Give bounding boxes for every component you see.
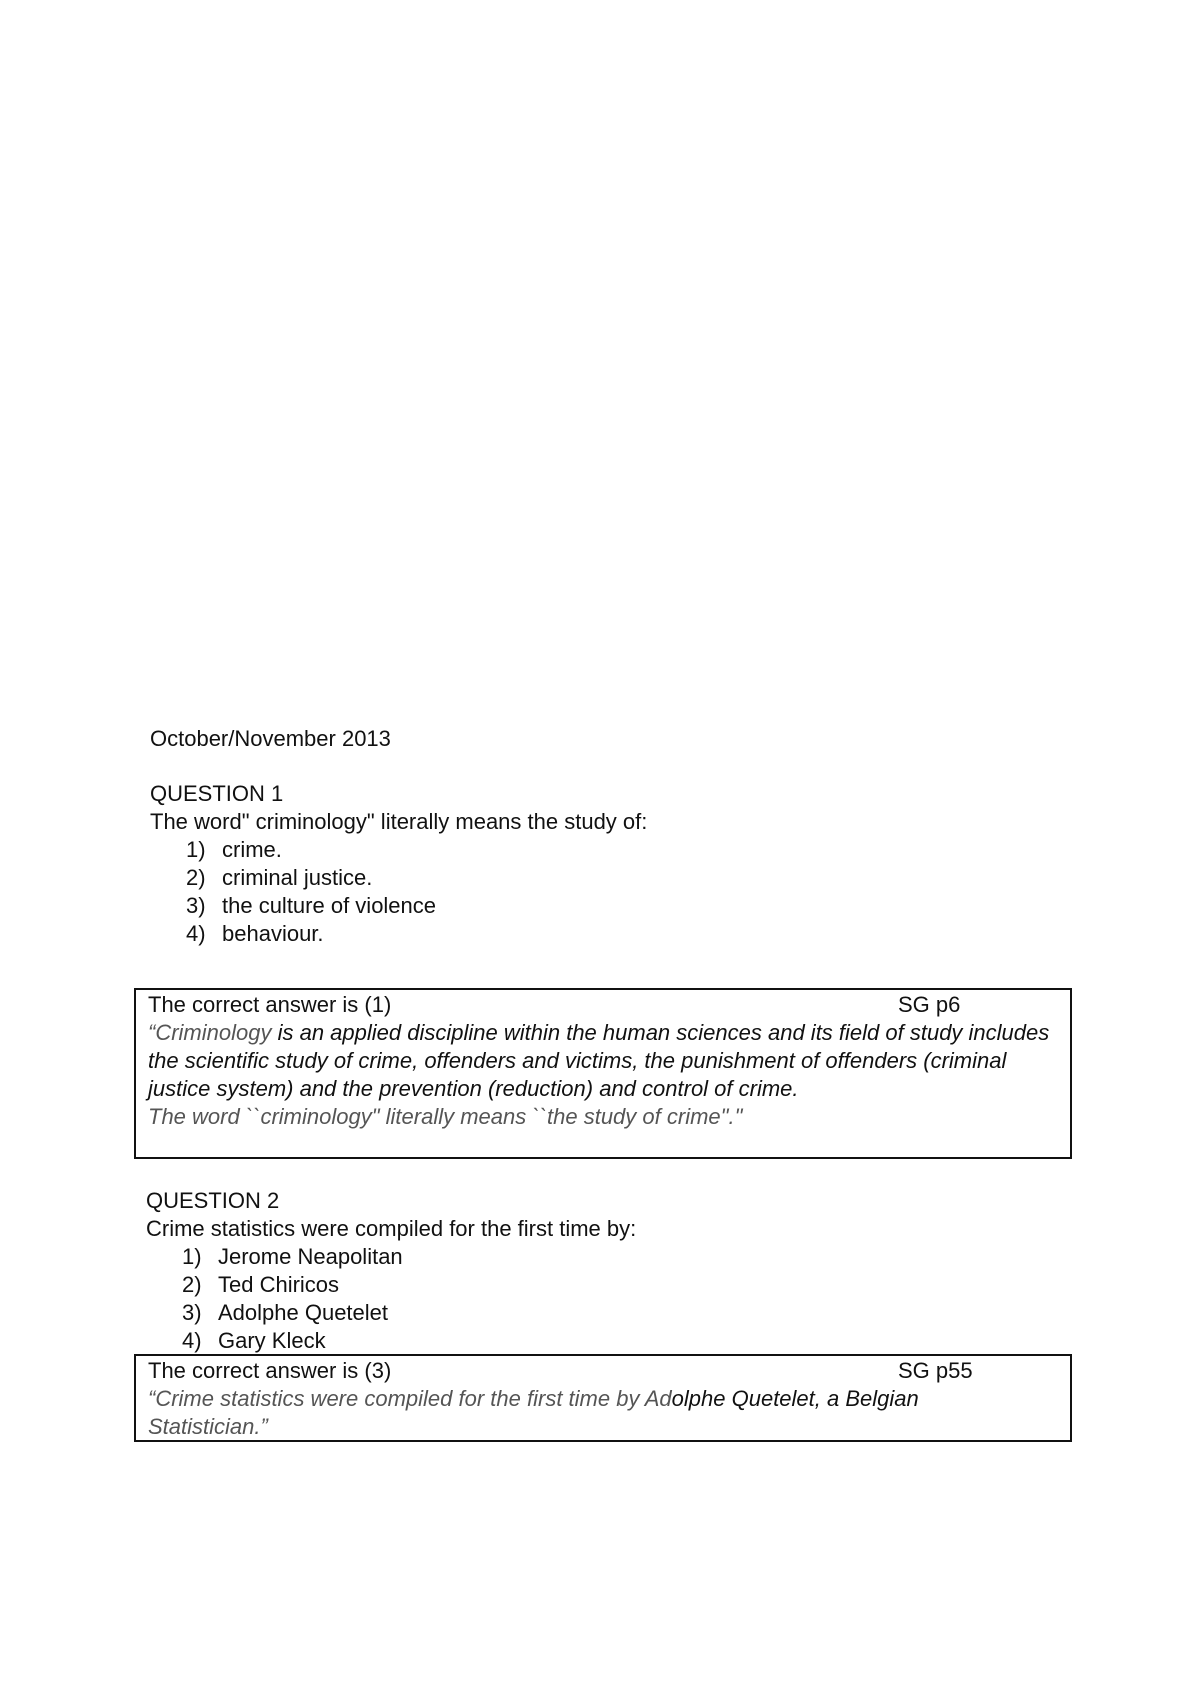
option-text: Adolphe Quetelet [218, 1300, 389, 1325]
option-item [146, 1243, 1046, 1271]
answer-line [148, 1357, 1058, 1385]
option-number: 4) [186, 921, 206, 946]
option-text: crime. [222, 837, 282, 862]
option-number: 2) [186, 865, 206, 890]
option-item [150, 836, 1050, 864]
option-item [146, 1299, 1046, 1327]
option-number: 4) [182, 1328, 202, 1353]
option-text: Ted Chiricos [218, 1272, 340, 1297]
correct-answer: The correct answer is (3) [148, 1358, 392, 1383]
option-number: 1) [182, 1244, 202, 1269]
explanation-tail-text: Statistician.” [148, 1414, 268, 1439]
explanation-quote [148, 1103, 1058, 1131]
option-number: 1) [186, 837, 206, 862]
option-item [146, 1327, 1046, 1355]
option-number: 2) [182, 1272, 202, 1297]
option-number: 3) [186, 893, 206, 918]
option-text: criminal justice. [222, 865, 373, 890]
question-1-title: QUESTION 1 [150, 781, 284, 806]
question-2-answer-box [134, 1354, 1072, 1442]
explanation-body: olphe Quetelet, a Belgian [671, 1386, 919, 1411]
option-item [150, 864, 1050, 892]
explanation-tail [148, 1413, 1058, 1441]
option-item [146, 1271, 1046, 1299]
option-item [150, 892, 1050, 920]
option-number: 3) [182, 1300, 202, 1325]
question-1-stem: The word" criminology" literally means the study of: [150, 809, 648, 834]
question-2-title: QUESTION 2 [146, 1188, 280, 1213]
study-guide-reference: SG p55 [898, 1358, 973, 1383]
explanation-body: is an applied discipline within the human sciences and its field of study includes the scientific study of crime, offenders and victims, the punishment of offenders (criminal justice system) and the prevention (reduction) and control of crime. [148, 1020, 1050, 1101]
correct-answer: The correct answer is (1) [148, 992, 392, 1017]
option-item [150, 920, 1050, 948]
question-1-answer-box [134, 988, 1072, 1159]
session-heading: October/November 2013 [150, 726, 391, 751]
answer-explanation [148, 1019, 1058, 1103]
option-text: behaviour. [222, 921, 324, 946]
answer-line [148, 991, 1058, 1019]
explanation-open: “Criminology [148, 1020, 272, 1045]
question-2-stem: Crime statistics were compiled for the first time by: [146, 1216, 637, 1241]
question-2-options [146, 1243, 1046, 1355]
explanation-open: “Crime statistics were compiled for the first time by Ad [148, 1386, 672, 1411]
option-text: Jerome Neapolitan [218, 1244, 403, 1269]
option-text: Gary Kleck [218, 1328, 326, 1353]
answer-explanation [148, 1385, 1058, 1413]
explanation-quote-text: The word ``criminology" literally means ``the study of crime"." [148, 1104, 743, 1129]
question-1-options [150, 836, 1050, 948]
study-guide-reference: SG p6 [898, 992, 961, 1017]
question-1 [150, 780, 1050, 948]
option-text: the culture of violence [222, 893, 437, 918]
question-2 [146, 1187, 1046, 1355]
